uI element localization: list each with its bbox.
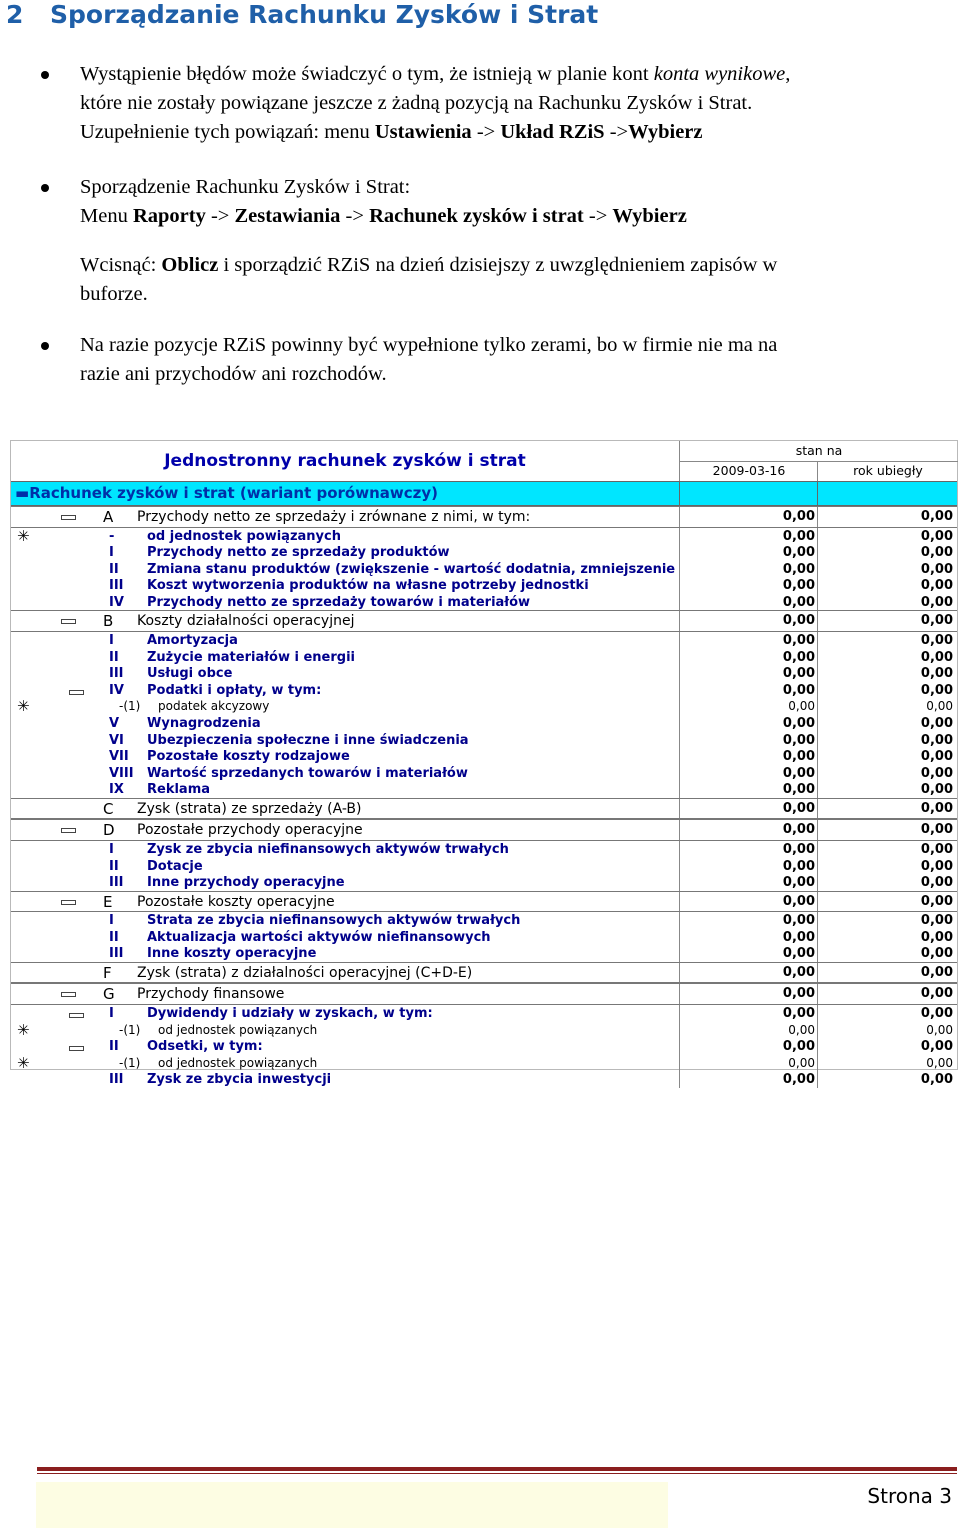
value-previous[interactable]: 0,00 <box>920 666 953 682</box>
value-previous[interactable]: 0,00 <box>920 732 953 748</box>
row-label: Zysk (strata) z działalności operacyjnej (C+D-E) <box>137 964 473 981</box>
collapse-icon[interactable]: ▬ <box>15 484 30 502</box>
collapse-icon[interactable] <box>69 1046 84 1051</box>
row-label: Odsetki, w tym: <box>147 1039 263 1055</box>
value-current[interactable]: 0,00 <box>782 858 815 874</box>
row-code: -(1) <box>119 1022 141 1037</box>
stan-na-label: stan na <box>679 441 958 462</box>
row-code: III <box>109 875 124 891</box>
rzis-row[interactable] <box>11 1005 957 1022</box>
collapse-icon[interactable] <box>61 900 76 905</box>
asterisk-icon: ✳ <box>17 526 30 545</box>
value-current[interactable]: 0,00 <box>782 666 815 682</box>
rzis-row[interactable] <box>11 1022 957 1039</box>
rzis-row[interactable] <box>11 1055 957 1072</box>
value-previous[interactable]: 0,00 <box>920 749 953 765</box>
rzis-row[interactable] <box>11 1038 957 1055</box>
row-code: IX <box>109 782 124 798</box>
row-code: E <box>103 892 113 911</box>
row-code: II <box>109 858 119 874</box>
row-label: Wynagrodzenia <box>147 715 261 731</box>
rzis-row[interactable] <box>11 506 957 528</box>
row-label: Strata ze zbycia niefinansowych aktywów trwałych <box>147 913 521 929</box>
row-label: Ubezpieczenia społeczne i inne świadczenia <box>147 732 469 748</box>
row-code: VII <box>109 749 129 765</box>
collapse-icon[interactable] <box>61 619 76 624</box>
row-code: F <box>103 963 112 982</box>
row-label: Pozostałe koszty operacyjne <box>137 893 335 910</box>
value-current[interactable]: 0,00 <box>782 765 815 781</box>
row-label: Pozostałe koszty rodzajowe <box>147 749 350 765</box>
value-previous[interactable]: 0,00 <box>920 858 953 874</box>
value-previous[interactable]: 0,00 <box>920 1039 953 1055</box>
row-code: I <box>109 632 114 648</box>
rzis-row[interactable] <box>11 544 957 561</box>
row-code: II <box>109 1039 119 1055</box>
rzis-row[interactable] <box>11 698 957 715</box>
rzis-row[interactable] <box>11 983 957 1005</box>
section-title: Sporządzanie Rachunku Zysków i Strat <box>50 0 599 29</box>
page-number: Strona 3 <box>867 1484 952 1508</box>
value-previous[interactable]: 0,00 <box>920 841 953 857</box>
rzis-row[interactable] <box>11 1071 957 1088</box>
row-code: II <box>109 561 119 577</box>
value-current[interactable]: 0,00 <box>788 1055 815 1070</box>
collapse-icon[interactable] <box>69 690 84 695</box>
value-current[interactable]: 0,00 <box>782 682 815 698</box>
value-current[interactable]: 0,00 <box>782 509 815 524</box>
rzis-row[interactable] <box>11 665 957 682</box>
row-code: I <box>109 913 114 929</box>
bullet-item: Wystąpienie błędów może świadczyć o tym, że istnieją w planie kont konta wynikowe, które nie zostały powiązane jeszcze z żadną pozycją na Rachunku Zysków i Strat. Uzupełnienie tych powiązań: menu Ustawienia -> Układ RZiS ->Wybierz <box>0 60 960 147</box>
row-code: IV <box>109 682 124 698</box>
rzis-row[interactable] <box>11 874 957 891</box>
collapse-icon[interactable] <box>61 515 76 520</box>
value-current[interactable]: 0,00 <box>782 1039 815 1055</box>
footer-rule-thin <box>37 1473 957 1474</box>
rzis-row[interactable] <box>11 632 957 649</box>
row-label: Amortyzacja <box>147 632 238 648</box>
value-previous[interactable]: 0,00 <box>920 1072 953 1088</box>
rzis-row[interactable] <box>11 732 957 749</box>
value-current[interactable]: 0,00 <box>782 875 815 891</box>
footer-rule <box>37 1467 957 1471</box>
collapse-icon[interactable] <box>69 1013 84 1018</box>
variant-label: Rachunek zysków i strat (wariant porównawczy) <box>29 484 439 502</box>
row-code: III <box>109 946 124 962</box>
row-code: II <box>109 649 119 665</box>
row-code: I <box>109 841 114 857</box>
rzis-row[interactable] <box>11 594 957 611</box>
value-previous[interactable]: 0,00 <box>920 1005 953 1021</box>
value-current[interactable]: 0,00 <box>782 929 815 945</box>
row-label: Inne przychody operacyjne <box>147 875 345 891</box>
row-code: VIII <box>109 765 134 781</box>
value-current[interactable]: 0,00 <box>782 732 815 748</box>
value-current[interactable]: 0,00 <box>782 749 815 765</box>
value-previous[interactable]: 0,00 <box>920 528 953 544</box>
rzis-row[interactable] <box>11 945 957 962</box>
bullet-item: Sporządzenie Rachunku Zysków i Strat: Menu Raporty -> Zestawiania -> Rachunek zysków i strat -> Wybierz Wcisnąć: Oblicz i sporządzić RZiS na dzień dzisiejszy z uwzględnieniem zapisów w buforze. <box>0 173 960 309</box>
value-current[interactable]: 0,00 <box>782 594 815 610</box>
value-previous[interactable]: 0,00 <box>920 893 953 909</box>
rzis-header <box>11 441 957 481</box>
value-previous[interactable]: 0,00 <box>920 613 953 629</box>
value-current[interactable]: 0,00 <box>782 545 815 561</box>
row-label: Koszty działalności operacyjnej <box>137 613 355 630</box>
row-label: Dywidendy i udziały w zyskach, w tym: <box>147 1005 433 1021</box>
value-current[interactable]: 0,00 <box>782 800 815 816</box>
rzis-row[interactable] <box>11 748 957 765</box>
value-previous[interactable]: 0,00 <box>920 782 953 798</box>
bullet-dot-icon <box>41 71 49 79</box>
collapse-icon[interactable] <box>61 828 76 833</box>
value-current[interactable]: 0,00 <box>782 841 815 857</box>
row-label: Aktualizacja wartości aktywów niefinansowych <box>147 929 491 945</box>
value-previous[interactable]: 0,00 <box>920 765 953 781</box>
row-code: I <box>109 545 114 561</box>
footer-box <box>36 1482 668 1528</box>
rzis-row[interactable] <box>11 528 957 545</box>
rzis-rows <box>11 506 957 1088</box>
value-previous[interactable]: 0,00 <box>920 964 953 980</box>
rzis-row[interactable] <box>11 561 957 578</box>
asterisk-icon: ✳ <box>17 697 30 716</box>
value-previous[interactable]: 0,00 <box>926 1022 953 1037</box>
rzis-row[interactable] <box>11 891 957 913</box>
value-previous[interactable]: 0,00 <box>926 1055 953 1070</box>
value-previous[interactable]: 0,00 <box>920 800 953 816</box>
value-current[interactable]: 0,00 <box>782 964 815 980</box>
bullet-dot-icon <box>41 342 49 350</box>
bullet-item: Na razie pozycje RZiS powinny być wypełnione tylko zerami, bo w firmie nie ma na razie ani przychodów ani rozchodów. <box>0 331 960 389</box>
value-current[interactable]: 0,00 <box>782 528 815 544</box>
row-label: Podatki i opłaty, w tym: <box>147 682 322 698</box>
prev-year-column-header[interactable]: rok ubiegły <box>817 461 958 481</box>
value-previous[interactable]: 0,00 <box>920 715 953 731</box>
value-current[interactable]: 0,00 <box>782 561 815 577</box>
value-previous[interactable]: 0,00 <box>920 509 953 524</box>
value-current[interactable]: 0,00 <box>788 699 815 714</box>
row-code: III <box>109 1072 124 1088</box>
value-previous[interactable]: 0,00 <box>920 913 953 929</box>
row-label: Zysk ze zbycia inwestycji <box>147 1072 332 1088</box>
rzis-row[interactable] <box>11 649 957 666</box>
row-code: II <box>109 929 119 945</box>
row-label: Przychody netto ze sprzedaży i zrównane z nimi, w tym: <box>137 509 531 525</box>
row-label: Reklama <box>147 782 211 798</box>
row-code: - <box>109 528 115 544</box>
row-label: Przychody finansowe <box>137 986 285 1003</box>
row-label: Przychody netto ze sprzedaży towarów i materiałów <box>147 594 531 610</box>
row-code: VI <box>109 732 124 748</box>
rzis-row[interactable] <box>11 858 957 875</box>
value-current[interactable]: 0,00 <box>788 1022 815 1037</box>
row-code: V <box>109 715 120 731</box>
value-current[interactable]: 0,00 <box>782 632 815 648</box>
rzis-row[interactable] <box>11 682 957 699</box>
value-current[interactable]: 0,00 <box>782 1072 815 1088</box>
row-label: od jednostek powiązanych <box>158 1022 318 1037</box>
row-code: IV <box>109 594 124 610</box>
row-code: A <box>103 508 114 526</box>
value-current[interactable]: 0,00 <box>782 578 815 594</box>
section-heading <box>6 0 598 29</box>
row-code: G <box>103 985 115 1004</box>
value-previous[interactable]: 0,00 <box>920 875 953 891</box>
row-label: Koszt wytworzenia produktów na własne potrzeby jednostki <box>147 578 589 594</box>
value-previous[interactable]: 0,00 <box>920 946 953 962</box>
value-previous[interactable]: 0,00 <box>920 649 953 665</box>
row-label: Przychody netto ze sprzedaży produktów <box>147 545 450 561</box>
row-label: Usługi obce <box>147 666 233 682</box>
row-code: III <box>109 578 124 594</box>
rzis-row[interactable] <box>11 781 957 798</box>
value-previous[interactable]: 0,00 <box>920 682 953 698</box>
bullet-list <box>0 60 960 389</box>
rzis-screenshot <box>10 440 958 1088</box>
rzis-row[interactable] <box>11 765 957 782</box>
value-previous[interactable]: 0,00 <box>920 986 953 1002</box>
row-code: B <box>103 612 114 631</box>
value-current[interactable]: 0,00 <box>782 649 815 665</box>
value-current[interactable]: 0,00 <box>782 893 815 909</box>
rzis-row[interactable] <box>11 962 957 984</box>
rzis-row[interactable] <box>11 798 957 820</box>
row-label: Zysk (strata) ze sprzedaży (A-B) <box>137 800 362 817</box>
value-previous[interactable]: 0,00 <box>920 545 953 561</box>
value-current[interactable]: 0,00 <box>782 986 815 1002</box>
value-previous[interactable]: 0,00 <box>920 561 953 577</box>
value-current[interactable]: 0,00 <box>782 782 815 798</box>
value-current[interactable]: 0,00 <box>782 715 815 731</box>
section-number: 2 <box>6 0 24 29</box>
row-label: podatek akcyzowy <box>158 699 270 714</box>
rzis-row[interactable] <box>11 841 957 858</box>
rzis-title: Jednostronny rachunek zysków i strat <box>164 451 526 471</box>
asterisk-icon: ✳ <box>17 1053 30 1072</box>
row-code: -(1) <box>119 699 141 714</box>
value-previous[interactable]: 0,00 <box>920 632 953 648</box>
rzis-row[interactable] <box>11 610 957 632</box>
rzis-row[interactable] <box>11 715 957 732</box>
row-code: I <box>109 1005 114 1021</box>
value-previous[interactable]: 0,00 <box>920 822 953 838</box>
row-label: Inne koszty operacyjne <box>147 946 317 962</box>
value-current[interactable]: 0,00 <box>782 1005 815 1021</box>
asterisk-icon: ✳ <box>17 1020 30 1039</box>
value-current[interactable]: 0,00 <box>782 613 815 629</box>
row-code: C <box>103 799 114 818</box>
row-label: od jednostek powiązanych <box>147 528 341 544</box>
row-label: Zużycie materiałów i energii <box>147 649 356 665</box>
rzis-row[interactable] <box>11 929 957 946</box>
date-column-header[interactable]: 2009-03-16 <box>679 461 818 481</box>
rzis-row[interactable] <box>11 912 957 929</box>
row-code: D <box>103 821 115 840</box>
row-code: III <box>109 666 124 682</box>
row-label: Zmiana stanu produktów (zwiększenie - wartość dodatnia, zmniejszenie <box>147 561 676 577</box>
value-previous[interactable]: 0,00 <box>920 594 953 610</box>
row-label: od jednostek powiązanych <box>158 1055 318 1070</box>
value-previous[interactable]: 0,00 <box>920 929 953 945</box>
collapse-icon[interactable] <box>61 992 76 997</box>
value-current[interactable]: 0,00 <box>782 822 815 838</box>
variant-band[interactable] <box>11 481 957 506</box>
rzis-row[interactable] <box>11 819 957 841</box>
row-label: Zysk ze zbycia niefinansowych aktywów trwałych <box>147 841 509 857</box>
row-label: Dotacje <box>147 858 203 874</box>
value-previous[interactable]: 0,00 <box>920 578 953 594</box>
row-label: Wartość sprzedanych towarów i materiałów <box>147 765 468 781</box>
row-label: Pozostałe przychody operacyjne <box>137 822 363 839</box>
value-current[interactable]: 0,00 <box>782 946 815 962</box>
row-code: -(1) <box>119 1055 141 1070</box>
value-current[interactable]: 0,00 <box>782 913 815 929</box>
rzis-row[interactable] <box>11 577 957 594</box>
value-previous[interactable]: 0,00 <box>926 699 953 714</box>
bullet-dot-icon <box>41 184 49 192</box>
